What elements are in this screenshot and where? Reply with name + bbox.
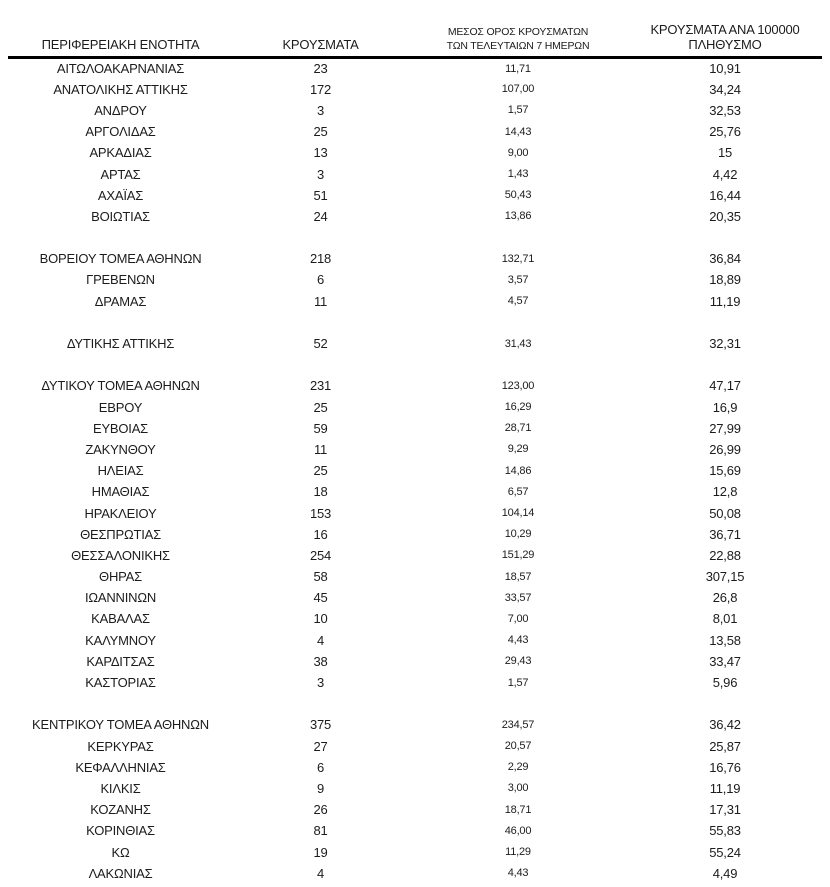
avg7day-cell: 28,71 xyxy=(504,422,532,435)
avg7day-cell: 11,29 xyxy=(505,846,531,859)
spacer-cell xyxy=(8,693,822,714)
per100k-cell: 55,24 xyxy=(709,844,741,860)
header-per100k xyxy=(628,0,822,58)
region-cell: ΕΥΒΟΙΑΣ xyxy=(92,420,149,436)
region-cell: ΑΝΑΤΟΛΙΚΗΣ ΑΤΤΙΚΗΣ xyxy=(53,81,188,97)
avg7day-cell: 33,57 xyxy=(504,591,532,604)
table-row xyxy=(8,630,822,651)
table-row xyxy=(8,778,822,799)
spacer-row xyxy=(8,693,822,714)
avg7day-cell: 20,57 xyxy=(504,740,532,753)
table-row xyxy=(8,58,822,79)
spacer-cell xyxy=(8,227,822,248)
per100k-cell: 4,49 xyxy=(712,865,738,881)
avg7day-cell: 14,86 xyxy=(504,464,532,477)
table-row xyxy=(8,333,822,354)
region-cell: ΚΑΒΑΛΑΣ xyxy=(91,611,150,627)
avg7day-cell: 3,57 xyxy=(507,273,529,286)
table-row xyxy=(8,121,822,142)
cases-cell: 218 xyxy=(309,251,332,267)
cases-cell: 23 xyxy=(313,61,328,77)
region-cell: ΑΧΑΪΑΣ xyxy=(97,187,144,203)
per100k-cell: 50,08 xyxy=(709,505,741,521)
per100k-cell: 22,88 xyxy=(709,547,741,563)
cases-cell: 26 xyxy=(313,802,328,818)
cases-cell: 16 xyxy=(313,526,328,542)
region-cell: ΑΡΤΑΣ xyxy=(100,166,141,182)
header-avg7day xyxy=(408,0,628,58)
table-row xyxy=(8,736,822,757)
cases-cell: 3 xyxy=(316,166,325,182)
cases-cell: 38 xyxy=(313,653,328,669)
table-row xyxy=(8,206,822,227)
avg7day-cell: 151,29 xyxy=(501,549,535,562)
table-row xyxy=(8,142,822,163)
cases-cell: 25 xyxy=(313,463,328,479)
per100k-cell: 13,58 xyxy=(709,632,741,648)
table-row xyxy=(8,100,822,121)
region-cell: ΚΑΡΔΙΤΣΑΣ xyxy=(86,653,155,669)
regional-cases-table xyxy=(8,0,822,884)
avg7day-cell: 1,57 xyxy=(507,104,529,117)
avg7day-cell: 11,71 xyxy=(505,62,531,75)
cases-cell: 51 xyxy=(313,187,328,203)
region-cell: ΕΒΡΟΥ xyxy=(98,399,143,415)
table-row xyxy=(8,672,822,693)
per100k-cell: 17,31 xyxy=(709,802,741,818)
per100k-cell: 12,8 xyxy=(712,484,738,500)
avg7day-cell: 4,43 xyxy=(507,634,529,647)
per100k-cell: 16,9 xyxy=(712,399,738,415)
table-row xyxy=(8,524,822,545)
header-cases xyxy=(233,0,408,58)
table-row xyxy=(8,757,822,778)
region-cell: ΑΡΚΑΔΙΑΣ xyxy=(89,145,152,161)
per100k-cell: 25,76 xyxy=(709,124,741,140)
region-cell: ΚΩ xyxy=(111,844,130,860)
cases-cell: 25 xyxy=(313,399,328,415)
per100k-cell: 36,42 xyxy=(709,717,741,733)
table-body xyxy=(8,58,822,884)
table-row xyxy=(8,799,822,820)
table-row xyxy=(8,460,822,481)
per100k-cell: 20,35 xyxy=(709,208,741,224)
region-cell: ΛΑΚΩΝΙΑΣ xyxy=(88,865,153,881)
table-row xyxy=(8,714,822,735)
per100k-cell: 26,99 xyxy=(709,441,741,457)
avg7day-cell: 16,29 xyxy=(504,401,532,414)
per100k-cell: 18,89 xyxy=(709,272,741,288)
table-row xyxy=(8,185,822,206)
cases-cell: 6 xyxy=(316,759,325,775)
region-cell: ΚΙΛΚΙΣ xyxy=(100,780,141,796)
table-header xyxy=(8,0,822,58)
per100k-cell: 307,15 xyxy=(705,569,745,585)
per100k-cell: 55,83 xyxy=(709,823,741,839)
header-avg7day-line1: ΜΕΣΟΣ ΟΡΟΣ ΚΡΟΥΣΜΑΤΩΝ xyxy=(447,25,589,38)
table-row xyxy=(8,248,822,269)
avg7day-cell: 123,00 xyxy=(501,379,535,392)
cases-cell: 231 xyxy=(309,378,332,394)
header-cases-label: ΚΡΟΥΣΜΑΤΑ xyxy=(282,37,359,53)
header-region xyxy=(8,0,233,58)
region-cell: ΚΟΡΙΝΘΙΑΣ xyxy=(86,823,155,839)
spacer-row xyxy=(8,312,822,333)
table-row xyxy=(8,375,822,396)
avg7day-cell: 46,00 xyxy=(504,824,532,837)
table-row xyxy=(8,863,822,884)
per100k-cell: 11,19 xyxy=(709,780,741,796)
avg7day-cell: 104,14 xyxy=(501,507,535,520)
per100k-cell: 25,87 xyxy=(709,738,741,754)
region-cell: ΒΟΙΩΤΙΑΣ xyxy=(91,208,150,224)
table-row xyxy=(8,481,822,502)
cases-cell: 25 xyxy=(313,124,328,140)
region-cell: ΔΥΤΙΚΗΣ ΑΤΤΙΚΗΣ xyxy=(66,336,175,352)
cases-cell: 10 xyxy=(313,611,328,627)
region-cell: ΓΡΕΒΕΝΩΝ xyxy=(86,272,155,288)
per100k-cell: 10,91 xyxy=(709,61,741,77)
cases-cell: 24 xyxy=(313,208,328,224)
region-cell: ΚΕΦΑΛΛΗΝΙΑΣ xyxy=(75,759,166,775)
cases-cell: 4 xyxy=(316,865,325,881)
table-row xyxy=(8,163,822,184)
avg7day-cell: 18,71 xyxy=(504,803,532,816)
region-cell: ΙΩΑΝΝΙΝΩΝ xyxy=(84,590,157,606)
avg7day-cell: 2,29 xyxy=(507,761,529,774)
table-row xyxy=(8,439,822,460)
table-row xyxy=(8,608,822,629)
spacer-cell xyxy=(8,312,822,333)
cases-cell: 11 xyxy=(313,441,328,457)
per100k-cell: 15 xyxy=(717,145,733,161)
region-cell: ΚΑΛΥΜΝΟΥ xyxy=(85,632,156,648)
cases-cell: 172 xyxy=(309,81,332,97)
header-per100k-line2: ΠΛΗΘΥΣΜΟ xyxy=(688,37,762,53)
per100k-cell: 11,19 xyxy=(709,293,741,309)
cases-cell: 59 xyxy=(313,420,328,436)
avg7day-cell: 6,57 xyxy=(507,485,529,498)
table-row xyxy=(8,502,822,523)
region-cell: ΘΕΣΣΑΛΟΝΙΚΗΣ xyxy=(71,547,170,563)
avg7day-cell: 31,43 xyxy=(504,337,532,350)
region-cell: ΚΟΖΑΝΗΣ xyxy=(90,802,151,818)
per100k-cell: 26,8 xyxy=(712,590,738,606)
cases-cell: 58 xyxy=(313,569,328,585)
table-row xyxy=(8,587,822,608)
avg7day-cell: 9,00 xyxy=(507,146,529,159)
spacer-cell xyxy=(8,354,822,375)
header-region-label: ΠΕΡΙΦΕΡΕΙΑΚΗ ΕΝΟΤΗΤΑ xyxy=(41,37,200,53)
per100k-cell: 16,44 xyxy=(709,187,741,203)
header-row xyxy=(8,0,822,58)
table-row xyxy=(8,291,822,312)
avg7day-cell: 29,43 xyxy=(504,655,532,668)
table-row xyxy=(8,397,822,418)
region-cell: ΚΕΝΤΡΙΚΟΥ ΤΟΜΕΑ ΑΘΗΝΩΝ xyxy=(32,717,209,733)
per100k-cell: 33,47 xyxy=(709,653,741,669)
region-cell: ΘΕΣΠΡΩΤΙΑΣ xyxy=(80,526,161,542)
cases-cell: 19 xyxy=(313,844,328,860)
avg7day-cell: 107,00 xyxy=(501,83,535,96)
region-cell: ΑΙΤΩΛΟΑΚΑΡΝΑΝΙΑΣ xyxy=(56,61,185,77)
per100k-cell: 34,24 xyxy=(709,81,741,97)
region-cell: ΗΜΑΘΙΑΣ xyxy=(91,484,150,500)
region-cell: ΑΡΓΟΛΙΔΑΣ xyxy=(85,124,156,140)
region-cell: ΘΗΡΑΣ xyxy=(99,569,142,585)
table-row xyxy=(8,841,822,862)
avg7day-cell: 132,71 xyxy=(501,252,535,265)
cases-cell: 3 xyxy=(316,102,325,118)
table-row xyxy=(8,269,822,290)
per100k-cell: 8,01 xyxy=(712,611,738,627)
region-cell: ΚΑΣΤΟΡΙΑΣ xyxy=(85,675,156,691)
table-row xyxy=(8,418,822,439)
region-cell: ΖΑΚΥΝΘΟΥ xyxy=(85,441,156,457)
table-row xyxy=(8,545,822,566)
cases-cell: 153 xyxy=(309,505,332,521)
spacer-row xyxy=(8,354,822,375)
table-row xyxy=(8,79,822,100)
cases-cell: 11 xyxy=(313,293,328,309)
cases-cell: 18 xyxy=(313,484,328,500)
cases-cell: 254 xyxy=(309,547,332,563)
avg7day-cell: 13,86 xyxy=(504,210,532,223)
per100k-cell: 5,96 xyxy=(712,675,738,691)
cases-cell: 9 xyxy=(316,780,325,796)
cases-cell: 6 xyxy=(316,272,325,288)
avg7day-cell: 10,29 xyxy=(504,528,532,541)
region-cell: ΗΡΑΚΛΕΙΟΥ xyxy=(84,505,157,521)
per100k-cell: 32,53 xyxy=(709,102,741,118)
avg7day-cell: 50,43 xyxy=(504,189,532,202)
per100k-cell: 47,17 xyxy=(709,378,741,394)
table-row xyxy=(8,651,822,672)
cases-cell: 52 xyxy=(313,336,328,352)
per100k-cell: 32,31 xyxy=(709,336,741,352)
avg7day-cell: 4,43 xyxy=(507,867,529,880)
per100k-cell: 27,99 xyxy=(709,420,741,436)
cases-cell: 27 xyxy=(313,738,328,754)
per100k-cell: 36,71 xyxy=(709,526,741,542)
region-cell: ΔΡΑΜΑΣ xyxy=(94,293,147,309)
region-cell: ΑΝΔΡΟΥ xyxy=(94,102,147,118)
avg7day-cell: 3,00 xyxy=(507,782,529,795)
table-row xyxy=(8,820,822,841)
avg7day-cell: 1,57 xyxy=(507,676,529,689)
avg7day-cell: 14,43 xyxy=(504,125,532,138)
region-cell: ΗΛΕΙΑΣ xyxy=(97,463,144,479)
cases-cell: 4 xyxy=(316,632,325,648)
spacer-row xyxy=(8,227,822,248)
region-cell: ΒΟΡΕΙΟΥ ΤΟΜΕΑ ΑΘΗΝΩΝ xyxy=(39,251,202,267)
per100k-cell: 16,76 xyxy=(709,759,741,775)
avg7day-cell: 18,57 xyxy=(504,570,532,583)
per100k-cell: 4,42 xyxy=(712,166,738,182)
avg7day-cell: 1,43 xyxy=(507,168,529,181)
per100k-cell: 36,84 xyxy=(709,251,741,267)
table-row xyxy=(8,566,822,587)
cases-cell: 45 xyxy=(313,590,328,606)
cases-cell: 3 xyxy=(316,675,325,691)
per100k-cell: 15,69 xyxy=(709,463,741,479)
region-cell: ΚΕΡΚΥΡΑΣ xyxy=(87,738,154,754)
cases-cell: 13 xyxy=(313,145,328,161)
cases-cell: 81 xyxy=(313,823,328,839)
avg7day-cell: 234,57 xyxy=(501,718,535,731)
avg7day-cell: 7,00 xyxy=(507,612,529,625)
avg7day-cell: 9,29 xyxy=(507,443,529,456)
avg7day-cell: 4,57 xyxy=(507,295,529,308)
cases-cell: 375 xyxy=(309,717,332,733)
header-avg7day-line2: ΤΩΝ ΤΕΛΕΥΤΑΙΩΝ 7 ΗΜΕΡΩΝ xyxy=(446,39,590,52)
header-per100k-line1: ΚΡΟΥΣΜΑΤΑ ΑΝΑ 100000 xyxy=(650,21,800,37)
region-cell: ΔΥΤΙΚΟΥ ΤΟΜΕΑ ΑΘΗΝΩΝ xyxy=(41,378,200,394)
